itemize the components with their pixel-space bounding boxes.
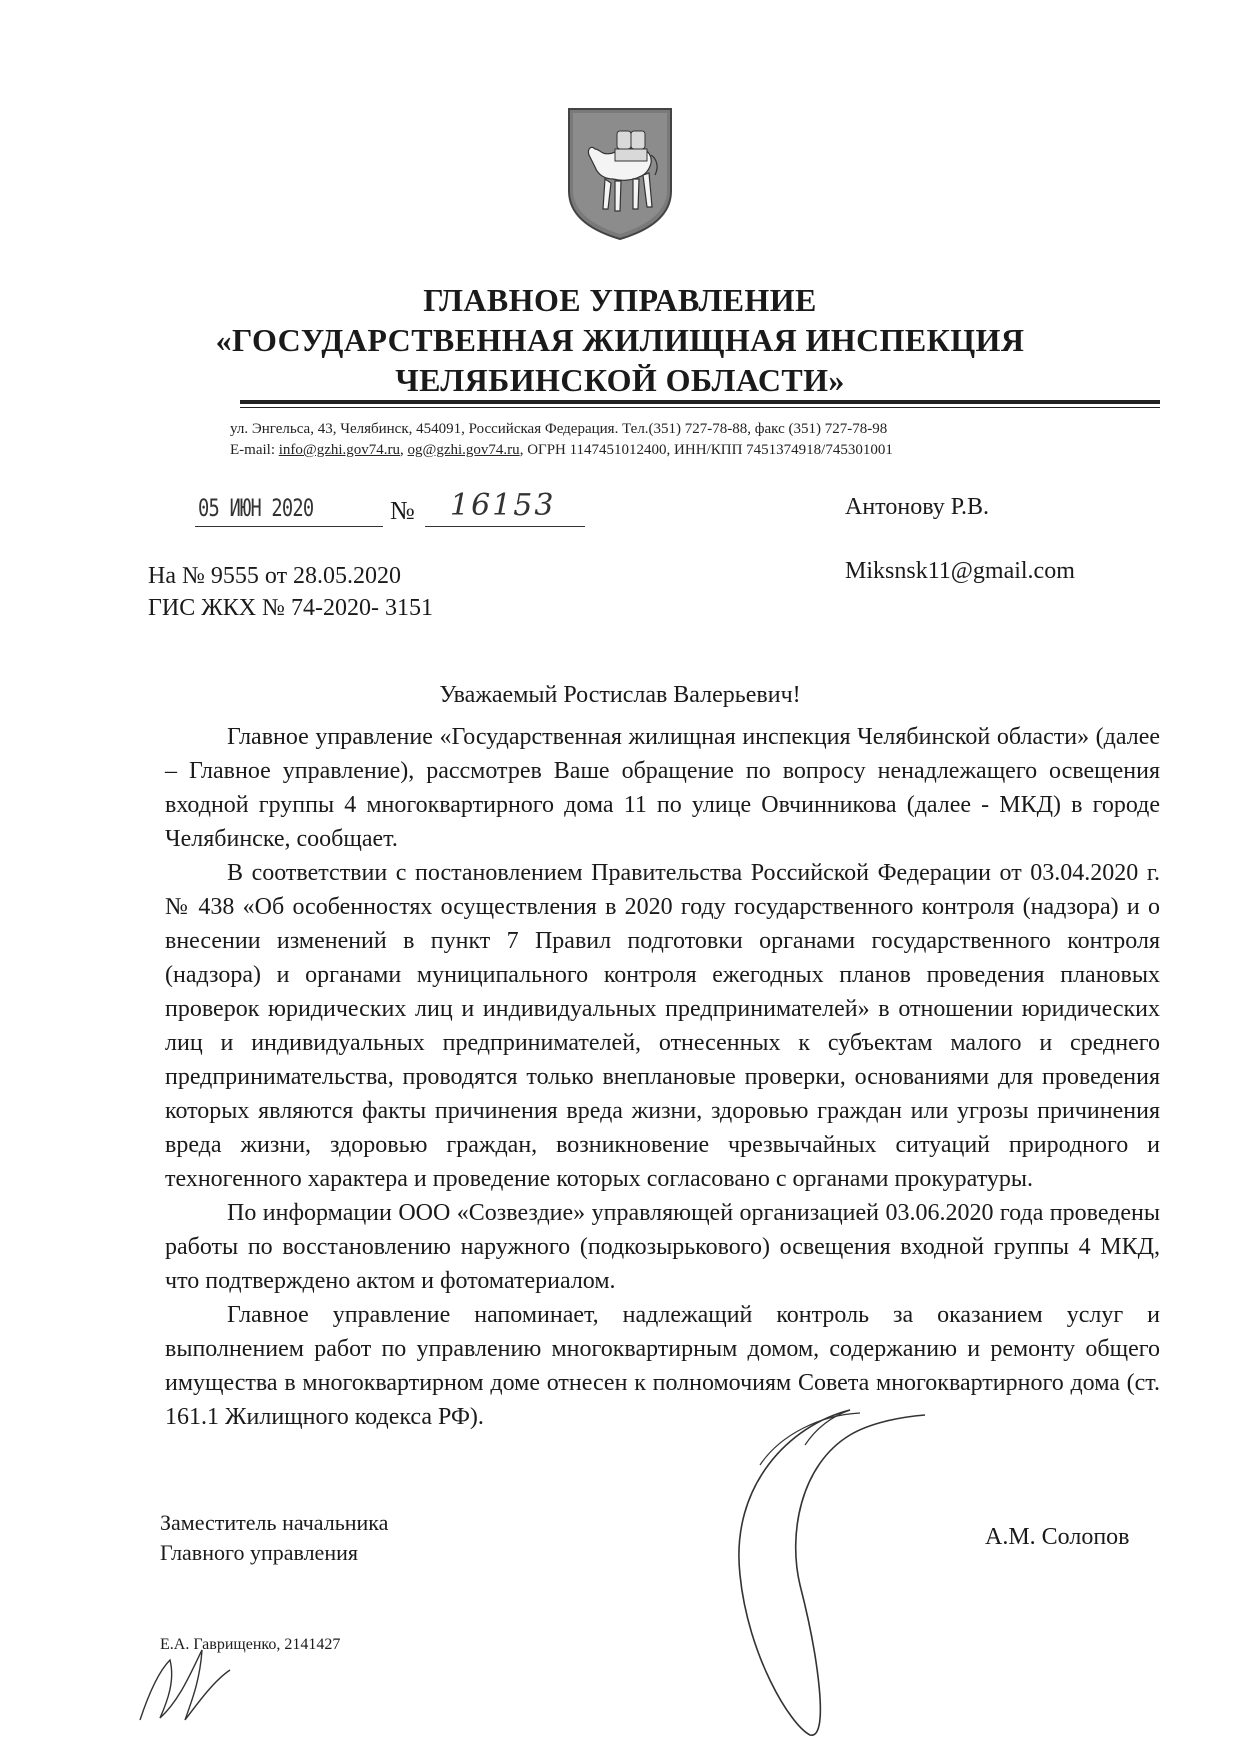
header-rule-thin [240, 407, 1160, 408]
paragraph-2: В соответствии с постановлением Правительства Российской Федерации от 03.04.2020 г. № 438 «Об особенностях осуществления в 2020 году государственного контроля (надзора) и о внесении изменений в пункт 7 Правил подготовки органами государственного контроля (надзора) и органами муниципального контроля ежегодных планов проведения плановых проверок юридических лиц и индивидуальных предпринимателей» в отношении юридических лиц и индивидуальных предпринимателей, отнесенных к субъектам малого и среднего предпринимательства, проводятся только внеплановые проверки, основаниями для проведения которых являются факты причинения вреда жизни, здоровью граждан или угрозы причинения вреда жизни, здоровью граждан, возникновение чрезвычайных ситуаций природного и техногенного характера и проведение которых согласовано с органами прокуратуры. [165, 860, 1160, 1192]
org-title-line3: ЧЕЛЯБИНСКОЙ ОБЛАСТИ» [395, 362, 845, 398]
addressee-email: Miksnsk11@gmail.com [845, 558, 1075, 584]
address-line: ул. Энгельса, 43, Челябинск, 454091, Российская Федерация. Тел.(351) 727-78-88, факс (351) 727-78-98 [230, 421, 888, 437]
paragraph-3: По информации ООО «Созвездие» управляющей организацией 03.06.2020 года проведены работы по восстановлению наружного (подкозырькового) освещения входной группы 4 МКД, что подтверждено актом и фотоматериалом. [165, 1200, 1160, 1294]
registration-date-stamp: 05 ИЮН 2020 [198, 494, 314, 522]
paragraph-4: Главное управление напоминает, надлежащий контроль за оказанием услуг и выполнением работ по управлению многоквартирным домом, содержанию и ремонту общего имущества в многоквартирном доме отнесен к полномочиям Совета многоквартирного дома (ст. 161.1 Жилищного кодекса РФ). [165, 1302, 1160, 1430]
signatory-position-line1: Заместитель начальника [160, 1510, 389, 1535]
handwritten-signature [700, 1405, 940, 1745]
registry-info: , ОГРН 1147451012400, ИНН/КПП 7451374918/745301001 [519, 442, 893, 458]
executor-contact: Е.А. Гаврищенко, 2141427 [160, 1636, 341, 1653]
signatory-position-line2: Главного управления [160, 1540, 358, 1565]
header-rule-thick [240, 400, 1160, 404]
registration-number-handwritten: 16153 [450, 488, 556, 523]
email-separator: , [400, 442, 408, 458]
paragraph-1: Главное управление «Государственная жилищная инспекция Челябинской области» (далее – Главное управление), рассмотрев Ваше обращение по вопросу ненадлежащего освещения входной группы 4 многоквартирного дома 11 по улице Овчинникова (далее - МКД) в городе Челябинске, сообщает. [165, 724, 1160, 852]
reference-line2: ГИС ЖКХ № 74-2020- 3151 [148, 595, 433, 621]
email-link-og[interactable]: og@gzhi.gov74.ru [407, 442, 520, 458]
letter-body [165, 720, 1160, 1434]
number-sign: № [390, 496, 415, 525]
greeting: Уважаемый Ростислав Валерьевич! [439, 682, 801, 708]
email-label: E-mail: [230, 442, 279, 458]
org-title-line1: ГЛАВНОЕ УПРАВЛЕНИЕ [423, 282, 817, 318]
signatory-name: А.М. Солопов [985, 1524, 1130, 1550]
addressee-name: Антонову Р.В. [845, 494, 990, 520]
org-title-line2: «ГОСУДАРСТВЕННАЯ ЖИЛИЩНАЯ ИНСПЕКЦИЯ [215, 322, 1025, 358]
reference-line1: На № 9555 от 28.05.2020 [148, 563, 402, 589]
coat-of-arms-emblem [565, 105, 675, 243]
email-link-info[interactable]: info@gzhi.gov74.ru [278, 442, 401, 458]
contact-line [230, 442, 893, 459]
